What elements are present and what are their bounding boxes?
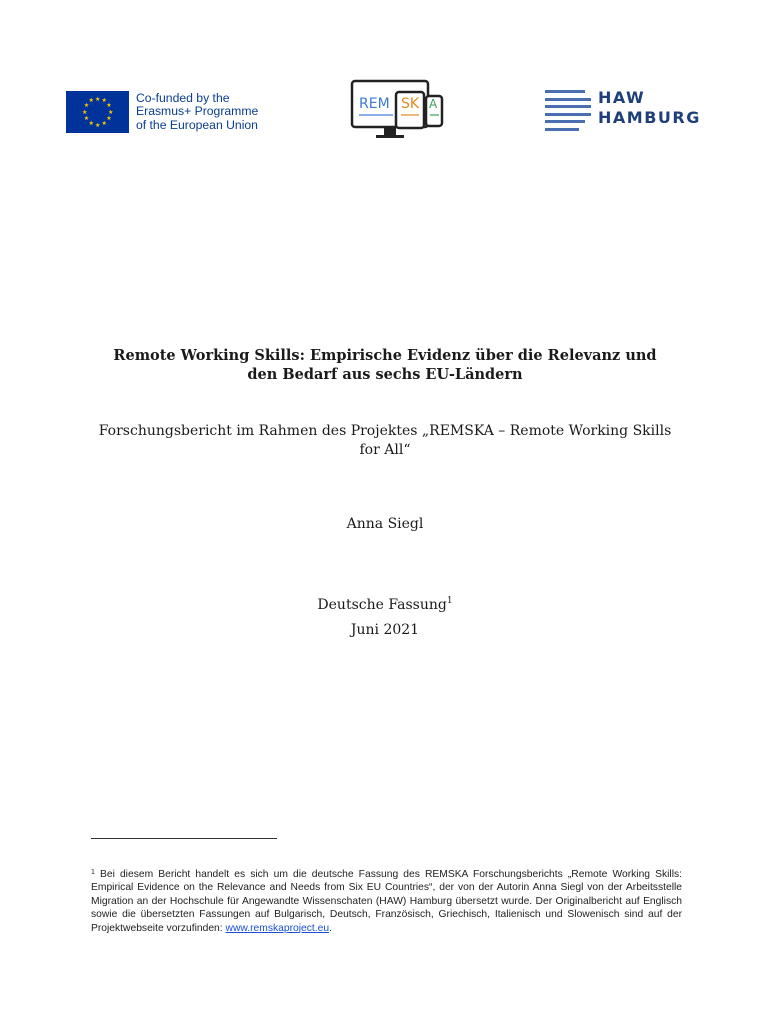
- remska-devices-icon: [350, 78, 446, 146]
- eu-star-icon: ★: [101, 97, 107, 105]
- footnote-marker: 1: [91, 869, 95, 876]
- eu-star-icon: ★: [95, 95, 101, 103]
- eu-star-icon: ★: [95, 121, 101, 129]
- footnote-divider: [91, 838, 277, 839]
- report-subtitle-line1: Forschungsbericht im Rahmen des Projektes „REMSKA – Remote Working Skills: [98, 423, 672, 439]
- remska-logo: [350, 78, 446, 146]
- report-subtitle: [60, 422, 710, 460]
- footnote-text: Bei diesem Bericht handelt es sich um die deutsche Fassung des REMSKA Forschungsberichts „Remote Working Skills: Empirical Evidence on the Relevance and Needs from Six EU Countries“, der von der Autorin Anna Siegl von der Arbeitsstelle Migration an der Hochschule für Angewandte Wissenschaten (HAW) Hamburg übersetzt wurde. Der Originalbericht auf Englisch sowie die übersetzten Fassungen auf Bulgarisch, Deutsch, Französisch, Griechisch, Italienisch und Slowenisch sind auf der Projektwebseite vorzufinden:: [91, 869, 682, 934]
- eu-star-icon: ★: [83, 115, 90, 122]
- eu-erasmus-logo: [66, 91, 258, 133]
- eu-star-icon: ★: [88, 97, 94, 105]
- footnote-reference[interactable]: 1: [446, 596, 453, 606]
- haw-text-line1: HAW: [598, 88, 646, 107]
- report-edition: [60, 596, 710, 613]
- eu-star-icon: ★: [108, 108, 114, 116]
- eu-star-icon: ★: [88, 119, 94, 127]
- remska-a-text: A: [429, 97, 438, 111]
- footnote-trailing: .: [329, 922, 332, 934]
- project-website-link[interactable]: www.remskaproject.eu: [225, 922, 330, 934]
- haw-text-line2: HAMBURG: [598, 108, 701, 127]
- remska-rem-text: REM: [359, 96, 390, 112]
- eu-text-line3: of the European Union: [136, 117, 258, 132]
- eu-text-line2: Erasmus+ Programme: [136, 104, 259, 119]
- edition-label: Deutsche Fassung: [317, 597, 447, 613]
- eu-funding-text: [136, 92, 258, 132]
- report-subtitle-line2: for All“: [359, 442, 411, 458]
- report-date: Juni 2021: [350, 622, 420, 638]
- eu-text-line1: Co-funded by the: [136, 91, 230, 106]
- report-title-line2: den Bedarf aus sechs EU-Ländern: [247, 366, 523, 383]
- haw-stripes-icon: [545, 90, 591, 135]
- remska-sk-text: SK: [401, 96, 420, 112]
- eu-flag-icon: [66, 91, 129, 133]
- haw-wordmark: [598, 88, 701, 128]
- eu-star-icon: ★: [101, 119, 107, 127]
- haw-hamburg-logo: [545, 90, 715, 135]
- eu-star-icon: ★: [82, 108, 88, 116]
- eu-star-icon: ★: [83, 102, 90, 109]
- report-title-line1: Remote Working Skills: Empirische Evidenz über die Relevanz und: [113, 347, 657, 364]
- eu-star-icon: ★: [106, 102, 112, 109]
- footnote: [91, 866, 682, 935]
- report-title: [60, 346, 710, 384]
- report-author: Anna Siegl: [346, 516, 424, 532]
- eu-star-icon: ★: [106, 115, 112, 122]
